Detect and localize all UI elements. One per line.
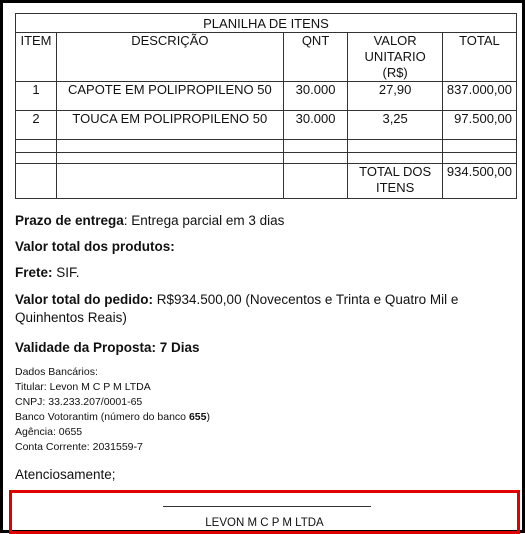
- valor-pedido-value: R$934.500,00 (Novecentos e Trinta e Quatro Mil e Quinhentos Reais): [15, 292, 459, 325]
- row-qnt: 30.000: [283, 82, 348, 111]
- table-row: [16, 82, 517, 111]
- valor-produtos-label: Valor total dos produtos:: [15, 239, 175, 254]
- row-descricao: CAPOTE EM POLIPROPILENO 50: [56, 82, 283, 111]
- header-item: ITEM: [16, 33, 57, 82]
- bank-cnpj: CNPJ: 33.233.207/0001-65: [15, 396, 143, 408]
- bank-title: Dados Bancários:: [15, 366, 98, 378]
- items-table: [15, 13, 517, 199]
- blank-row: [16, 140, 517, 153]
- row-valor: 27,90: [348, 82, 443, 111]
- header-qnt: QNT: [283, 33, 348, 82]
- validade-proposta: Validade da Proposta: 7 Dias: [15, 340, 200, 355]
- closing: Atenciosamente;: [15, 467, 116, 482]
- header-valor-line2: UNITARIO (R$): [364, 49, 426, 80]
- table-title: PLANILHA DE ITENS: [16, 14, 517, 33]
- row-item: 2: [16, 111, 57, 140]
- row-total: 837.000,00: [442, 82, 516, 111]
- total-row: [16, 164, 517, 199]
- table-row: [16, 111, 517, 140]
- blank-row: [16, 153, 517, 164]
- prazo-value: : Entrega parcial em 3 dias: [123, 213, 285, 228]
- total-value: 934.500,00: [442, 164, 516, 199]
- total-label: [348, 164, 443, 199]
- frete-label: Frete:: [15, 265, 53, 280]
- valor-pedido: [15, 291, 515, 327]
- prazo-entrega: [15, 213, 284, 228]
- row-qnt: 30.000: [283, 111, 348, 140]
- bank-agencia: Agência: 0655: [15, 426, 83, 438]
- total-label-line2: ITENS: [375, 180, 415, 195]
- bank-conta: Conta Corrente: 2031559-7: [15, 441, 143, 453]
- total-label-line1: TOTAL DOS: [359, 164, 432, 179]
- bank-titular: Titular: Levon M C P M LTDA: [15, 381, 151, 393]
- header-valor-unitario: [348, 33, 443, 82]
- frete-value: SIF.: [52, 265, 80, 280]
- signature-highlight-box: [9, 490, 520, 534]
- signature-line: [163, 506, 371, 507]
- header-valor-line1: VALOR: [373, 33, 417, 48]
- frete: [15, 265, 80, 280]
- row-descricao: TOUCA EM POLIPROPILENO 50: [56, 111, 283, 140]
- dados-bancarios: [15, 365, 210, 455]
- bank-banco: [15, 410, 210, 425]
- header-total: TOTAL: [442, 33, 516, 82]
- bank-banco-suffix: ): [206, 411, 210, 423]
- header-descricao: DESCRIÇÃO: [56, 33, 283, 82]
- row-item: 1: [16, 82, 57, 111]
- signature-name: LEVON M C P M LTDA: [205, 517, 324, 529]
- row-total: 97.500,00: [442, 111, 516, 140]
- bank-banco-num: 655: [188, 411, 207, 423]
- bank-banco-prefix: Banco Votorantim (número do banco: [15, 411, 189, 423]
- row-valor: 3,25: [348, 111, 443, 140]
- prazo-label: Prazo de entrega: [15, 213, 124, 228]
- valor-pedido-label: Valor total do pedido:: [15, 292, 153, 307]
